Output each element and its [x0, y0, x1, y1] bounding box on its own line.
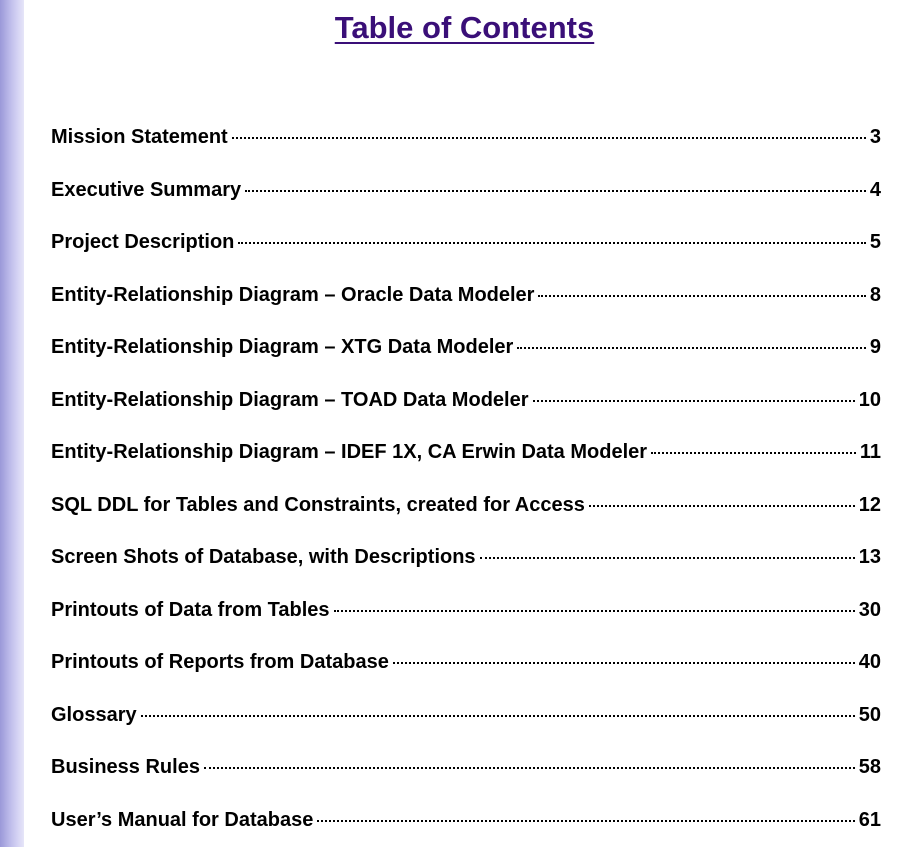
toc-entry[interactable] [51, 441, 881, 494]
toc-entry-label: Entity-Relationship Diagram – IDEF 1X, CA Erwin Data Modeler [51, 441, 647, 464]
toc-entry-label: Entity-Relationship Diagram – Oracle Data Modeler [51, 284, 534, 307]
toc-entry[interactable] [51, 336, 881, 389]
toc-entry-label: Glossary [51, 704, 137, 727]
toc-entry[interactable] [51, 704, 881, 757]
toc-page-number: 4 [870, 179, 881, 202]
toc-entry-label: Printouts of Data from Tables [51, 599, 330, 622]
toc-entry-label: Entity-Relationship Diagram – TOAD Data Modeler [51, 389, 529, 412]
toc-leader-dots [334, 610, 855, 612]
toc-leader-dots [245, 190, 866, 192]
toc-leader-dots [651, 452, 856, 454]
toc-leader-dots [204, 767, 855, 769]
toc-entry-label: User’s Manual for Database [51, 809, 313, 832]
toc-leader-dots [480, 557, 855, 559]
toc-leader-dots [317, 820, 854, 822]
toc-leader-dots [533, 400, 855, 402]
toc-entry[interactable] [51, 599, 881, 652]
toc-page-number: 9 [870, 336, 881, 359]
toc-leader-dots [238, 242, 865, 244]
document-page [24, 0, 905, 847]
toc-leader-dots [141, 715, 855, 717]
toc-leader-dots [393, 662, 855, 664]
toc-page-number: 10 [859, 389, 881, 412]
toc-entry-label: Printouts of Reports from Database [51, 651, 389, 674]
toc-entry[interactable] [51, 494, 881, 547]
toc-page-number: 61 [859, 809, 881, 832]
toc-page-number: 12 [859, 494, 881, 517]
toc-page-number: 11 [860, 441, 881, 464]
toc-page-number: 8 [870, 284, 881, 307]
toc-entry[interactable] [51, 126, 881, 179]
toc-entry-label: SQL DDL for Tables and Constraints, created for Access [51, 494, 585, 517]
toc-entry-label: Entity-Relationship Diagram – XTG Data Modeler [51, 336, 513, 359]
toc-entry[interactable] [51, 651, 881, 704]
toc-leader-dots [232, 137, 866, 139]
toc-page-number: 40 [859, 651, 881, 674]
toc-page-number: 3 [870, 126, 881, 149]
toc-entry[interactable] [51, 756, 881, 809]
toc-entry[interactable] [51, 809, 881, 861]
toc-entry-label: Mission Statement [51, 126, 228, 149]
page-title: Table of Contents [24, 8, 905, 48]
toc-entry-label: Business Rules [51, 756, 200, 779]
toc-entry[interactable] [51, 284, 881, 337]
toc-page-number: 5 [870, 231, 881, 254]
table-of-contents [51, 126, 881, 861]
toc-page-number: 30 [859, 599, 881, 622]
toc-leader-dots [589, 505, 855, 507]
toc-page-number: 13 [859, 546, 881, 569]
toc-entry[interactable] [51, 389, 881, 442]
toc-entry[interactable] [51, 231, 881, 284]
toc-entry[interactable] [51, 546, 881, 599]
toc-entry-label: Project Description [51, 231, 234, 254]
toc-page-number: 50 [859, 704, 881, 727]
toc-page-number: 58 [859, 756, 881, 779]
toc-leader-dots [538, 295, 865, 297]
toc-entry-label: Screen Shots of Database, with Descriptions [51, 546, 476, 569]
side-bar [0, 0, 24, 847]
toc-entry-label: Executive Summary [51, 179, 241, 202]
toc-entry[interactable] [51, 179, 881, 232]
toc-leader-dots [517, 347, 866, 349]
